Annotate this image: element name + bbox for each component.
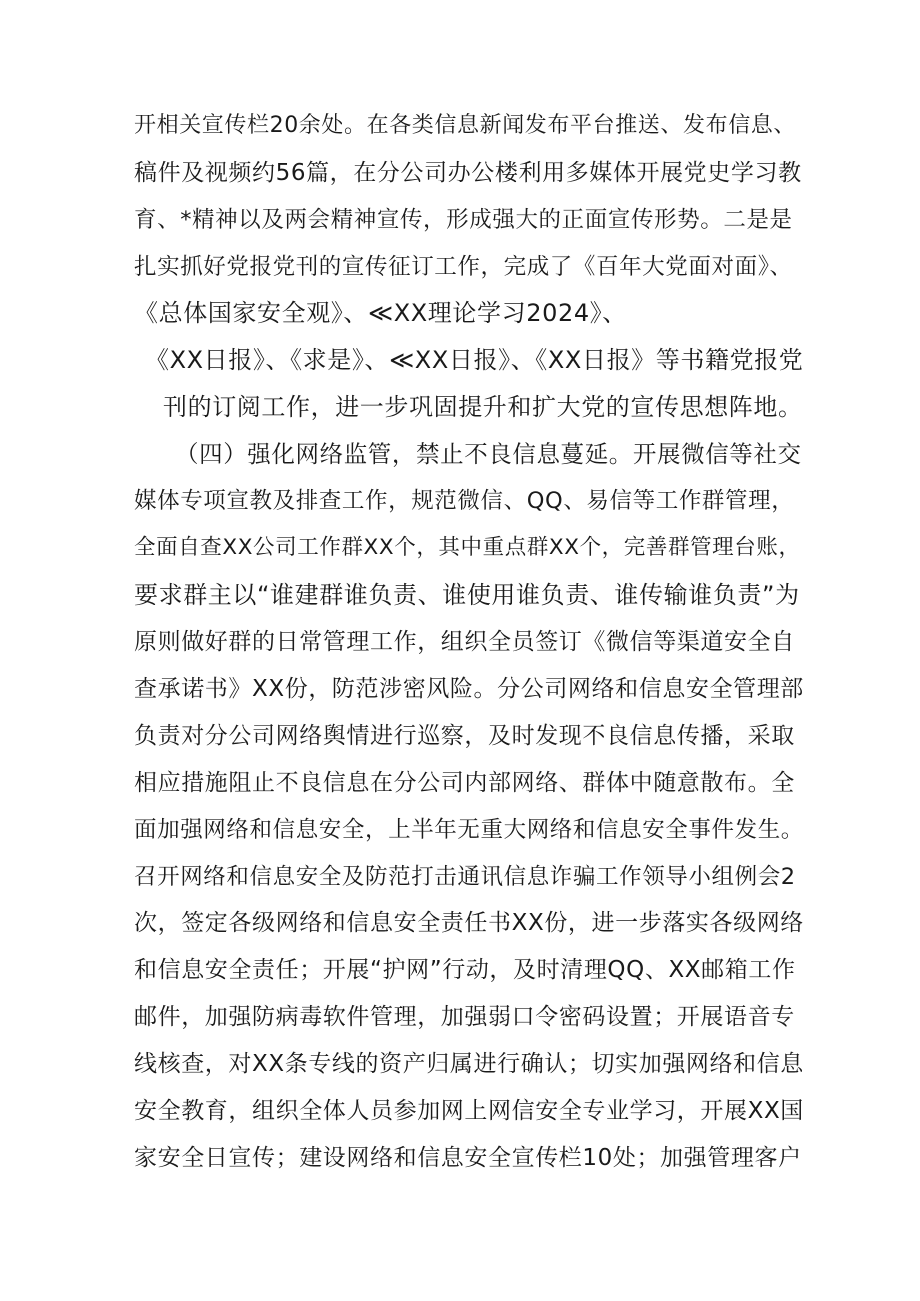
text-line: 全面自查XX公司工作群XX个，其中重点群XX个，完善群管理台账，	[134, 535, 801, 560]
text-line: 负责对分公司网络舆情进行巡察，及时发现不良信息传播，采取	[134, 723, 795, 749]
text-line: 家安全日宣传；建设网络和信息安全宣传栏10处；加强管理客户	[134, 1145, 802, 1171]
text-line: 要求群主以“谁建群谁负责、谁使用谁负责、谁传输谁负责”为	[134, 581, 800, 609]
text-line: 面加强网络和信息安全，上半年无重大网络和信息安全事件发生。	[134, 817, 804, 843]
text-line: 稿件及视频约56篇，在分公司办公楼利用多媒体开展党史学习教	[134, 160, 802, 186]
text-line: 扎实抓好党报党刊的宣传征订工作，完成了《百年大党面对面》、	[134, 254, 793, 280]
text-line: 《总体国家安全观》、≪XX理论学习2024》、	[134, 299, 627, 327]
text-line: 和信息安全责任；开展“护网”行动，及时清理QQ、XX邮箱工作	[134, 957, 796, 983]
text-line: 《XX日报》、《求是》、≪XX日报》、《XX日报》等书籍党报党	[145, 346, 804, 374]
text-line: 召开网络和信息安全及防范打击通讯信息诈骗工作领导小组例会2	[134, 864, 796, 890]
text-line: 原则做好群的日常管理工作，组织全员签订《微信等渠道安全自	[134, 629, 795, 655]
text-line: 开相关宣传栏20余处。在各类信息新闻发布平台推送、发布信息、	[134, 113, 796, 138]
section-heading-line: （四）强化网络监管，禁止不良信息蔓延。开展微信等社交	[175, 440, 802, 468]
text-line: 安全教育，组织全体人员参加网上网信安全专业学习，开展XX国	[134, 1098, 804, 1124]
text-line: 相应措施阻止不良信息在分公司内部网络、群体中随意散布。全	[134, 770, 795, 796]
text-line: 次，签定各级网络和信息安全责任书XX份，进一步落实各级网络	[134, 910, 804, 936]
text-line: 媒体专项宣教及排查工作，规范微信、QQ、易信等工作群管理，	[134, 488, 795, 514]
text-line: 查承诺书》XX份，防范涉密风险。分公司网络和信息安全管理部	[134, 676, 804, 702]
text-line: 刊的订阅工作，进一步巩固提升和扩大党的宣传思想阵地。	[163, 393, 803, 421]
text-line: 线核查，对XX条专线的资产归属进行确认；切实加强网络和信息	[134, 1051, 804, 1077]
text-line: 邮件，加强防病毒软件管理，加强弱口令密码设置；开展语音专	[134, 1004, 795, 1030]
text-line: 育、*精神以及两会精神宣传，形成强大的正面宣传形势。二是是	[134, 207, 793, 233]
